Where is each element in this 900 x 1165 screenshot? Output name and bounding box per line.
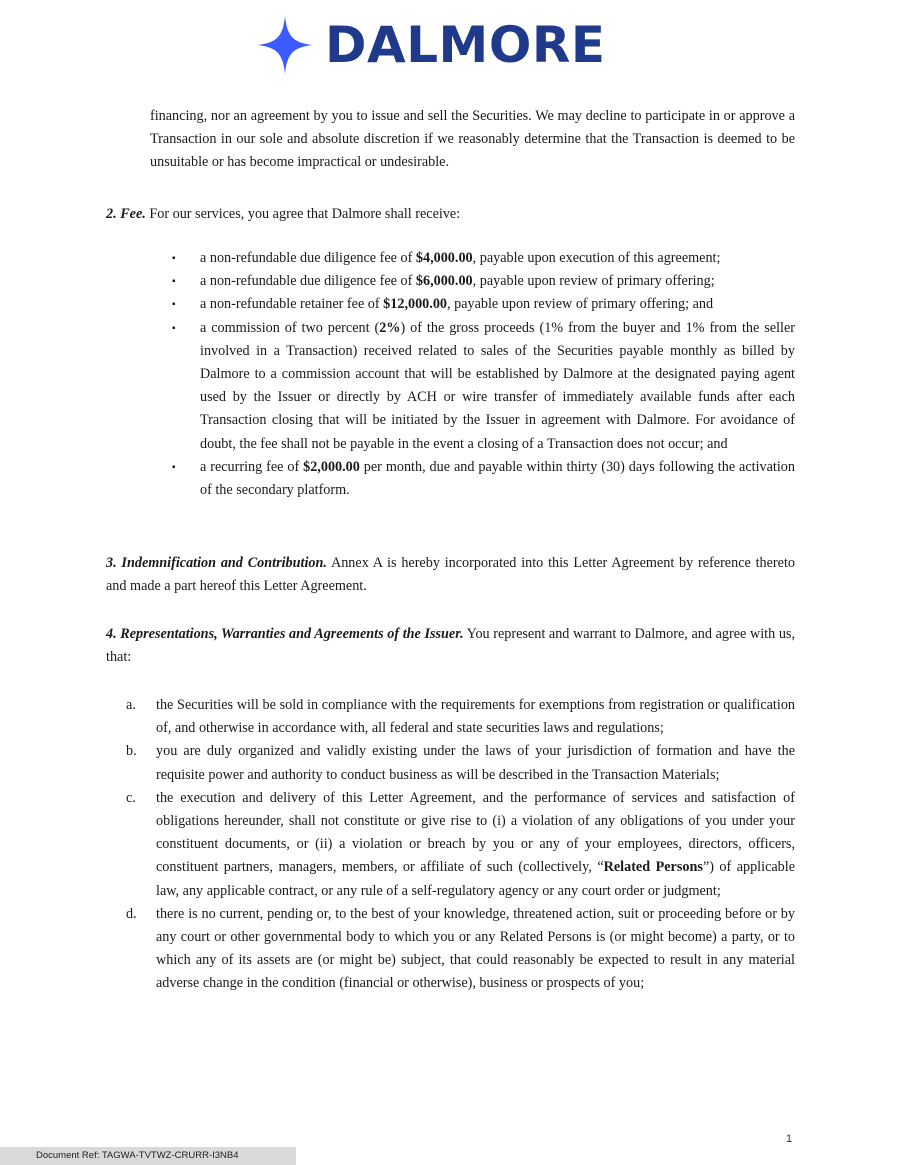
bullet-square-icon: ▪	[172, 253, 176, 264]
fee-item-text: , payable upon review of primary offering;	[472, 273, 715, 290]
bullet-square-icon: ▪	[172, 322, 176, 334]
bullet-square-icon: ▪	[172, 299, 176, 311]
fee-item-text: a non-refundable due diligence fee of	[200, 250, 416, 266]
fee-item-text: , payable upon review of primary offering; and	[447, 296, 714, 313]
fee-amount: $4,000.00	[415, 250, 473, 266]
fee-item-text: a recurring fee of	[200, 458, 304, 475]
fee-item	[172, 270, 795, 293]
document-reference: Document Ref: TAGWA-TVTWZ-CRURR-I3NB4	[0, 1147, 296, 1165]
fee-item-text: a commission of two percent (	[200, 319, 380, 336]
fee-amount: $2,000.00	[303, 458, 360, 475]
representations-heading: 4. Representations, Warranties and Agreements of the Issuer.	[106, 626, 464, 642]
representations-list	[126, 694, 795, 996]
fee-section-paragraph	[106, 203, 795, 226]
brand-wordmark: DALMORE	[325, 16, 606, 74]
fee-item	[172, 293, 795, 316]
fee-item	[172, 456, 795, 502]
four-point-star-icon	[257, 16, 313, 74]
fee-item-text: a non-refundable due diligence fee of	[200, 273, 416, 290]
representation-text: you are duly organized and validly existing under the laws of your jurisdiction of formation and have the requisite power and authority to conduct business as will be described in the Transaction Materials;	[156, 743, 795, 783]
indemnification-paragraph	[106, 552, 795, 598]
indemnification-heading: 3. Indemnification and Contribution.	[106, 555, 327, 571]
representation-text: the Securities will be sold in compliance with the requirements for exemptions from registration or qualification of, and otherwise in accordance with, all federal and state securities laws and regulations;	[156, 697, 795, 737]
item-marker: b.	[126, 743, 137, 760]
representations-paragraph	[106, 623, 795, 669]
item-marker: d.	[126, 905, 137, 922]
fee-item-text: , payable upon execution of this agreement;	[472, 250, 721, 266]
intro-paragraph	[150, 105, 795, 175]
fee-item-text: per month, due and payable within thirty (30) days following the activation of the secondary platform.	[200, 458, 795, 499]
bullet-square-icon: ▪	[172, 276, 176, 288]
defined-term: Related Persons	[603, 859, 703, 876]
intro-text: financing, nor an agreement by you to issue and sell the Securities. We may decline to participate in or approve a Transaction in our sole and absolute discretion if we reasonably determine that the Transaction is deemed to be unsuitable or has become impractical or undesirable.	[150, 108, 795, 171]
representation-text: the execution and delivery of this Letter Agreement, and the performance of services and satisfaction of obligations hereunder, shall not constitute or give rise to (i) a violation of any obligations of you under your constituent documents, or (ii) a violation or breach by you or any of your employees, directors, officers, constituent partners, managers, members, or affiliate of such (collectively, “	[156, 789, 795, 876]
page-number: 1	[786, 1133, 793, 1145]
representation-item	[126, 694, 795, 740]
representation-item	[126, 740, 795, 786]
indemnification-text: Annex A is hereby incorporated into this Letter Agreement by reference thereto and made a part hereof this Letter Agreement.	[106, 555, 795, 595]
representations-text: You represent and warrant to Dalmore, and agree with us, that:	[106, 626, 795, 666]
fee-heading: 2. Fee.	[106, 206, 146, 222]
fee-amount: $12,000.00	[383, 296, 447, 313]
fee-intro-text: For our services, you agree that Dalmore shall receive:	[145, 206, 461, 222]
fee-item-text: ) of the gross proceeds (1% from the buyer and 1% from the seller involved in a Transaction) received related to sales of the Securities payable monthly as billed by Dalmore to a commission account that will be established by Dalmore at the designated paying agent used by the Issuer or directly by ACH or wire transfer of immediately available funds after each Transaction closing that will be initiated by the Issuer in agreement with Dalmore. For avoidance of doubt, the fee shall not be payable in the event a closing of a Transaction does not occur; and	[200, 319, 795, 452]
dalmore-logo	[257, 16, 647, 76]
fee-bullet-list	[172, 247, 795, 502]
representation-item	[126, 903, 795, 996]
fee-amount: 2%	[379, 319, 401, 336]
fee-amount: $6,000.00	[415, 273, 473, 290]
item-marker: c.	[126, 789, 136, 806]
fee-item-text: a non-refundable retainer fee of	[200, 296, 384, 313]
representation-item	[126, 787, 795, 903]
representation-text: ”) of applicable law, any applicable contract, or any rule of a self-regulatory agency or any court order or judgment;	[156, 859, 795, 899]
fee-item	[172, 317, 795, 456]
representation-text: there is no current, pending or, to the best of your knowledge, threatened action, suit or proceeding before or by any court or other governmental body to which you or any Related Persons is (or might become) a party, or to which any of its assets are (or might be) subject, that could reasonably be expected to result in any material adverse change in the condition (financial or otherwise), business or prospects of you;	[156, 905, 795, 992]
bullet-square-icon: ▪	[172, 461, 176, 473]
item-marker: a.	[126, 697, 136, 713]
fee-item	[172, 247, 795, 270]
